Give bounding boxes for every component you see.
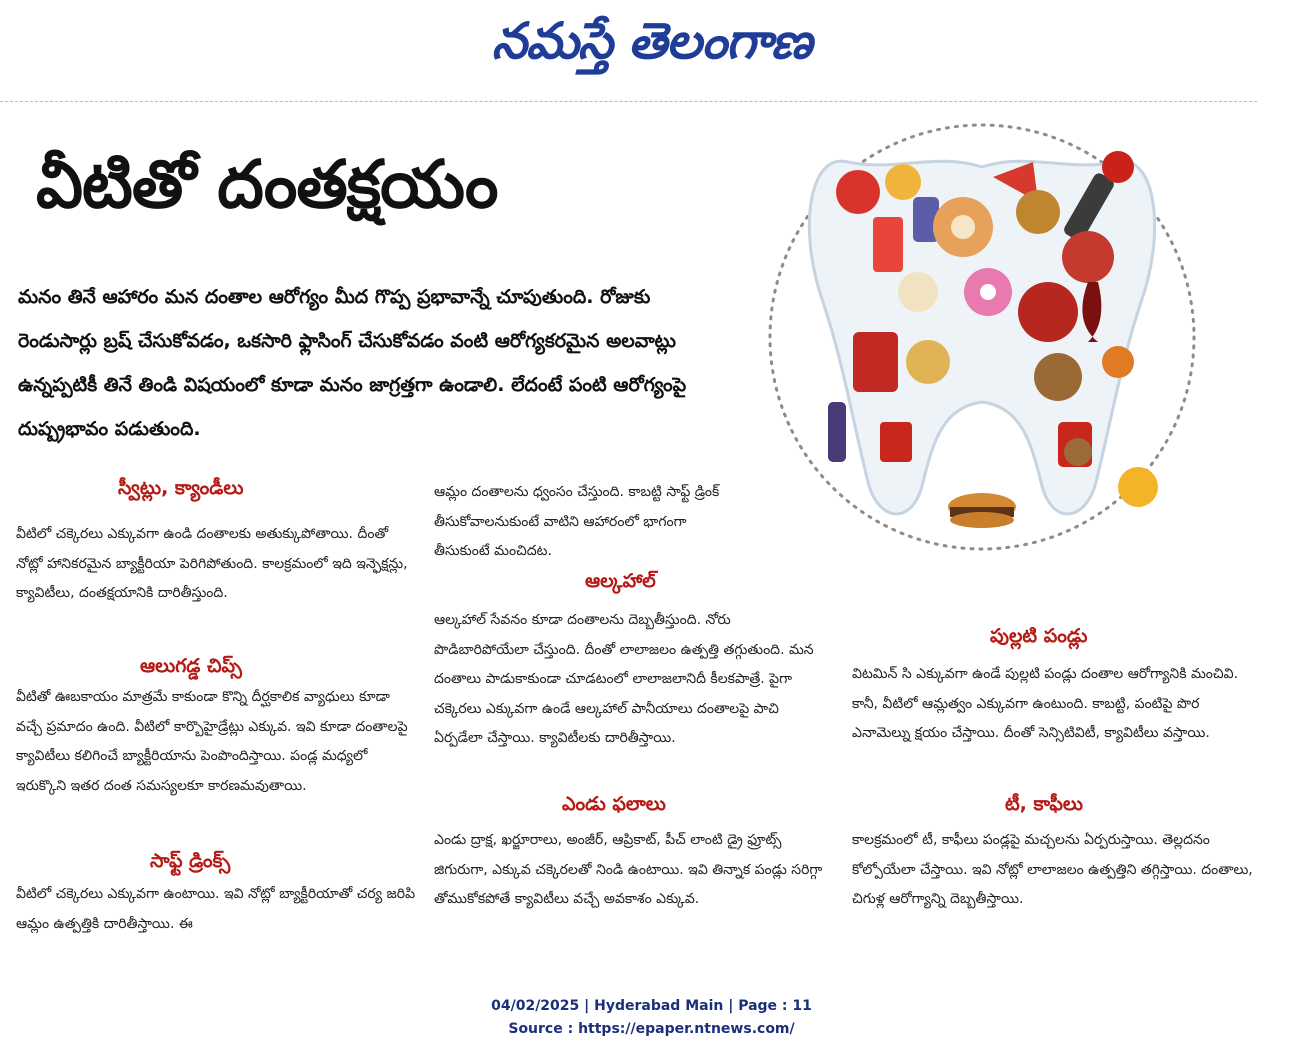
article-headline: వీటితో దంతక్షయం [36, 146, 498, 223]
article-intro: మనం తినే ఆహారం మన దంతాల ఆరోగ్యం మీద గొప్ప ప్రభావాన్నే చూపుతుంది. రోజుకు రెండుసార్లు బ్రష్ చేసుకోవడం, ఒకసారి ఫ్లాసింగ్ చేసుకోవడం వంటి ఆరోగ్యకరమైన అలవాట్లు ఉన్నప్పటికీ తినే తిండి విషయంలో కూడా మనం జాగ్రత్తగా ఉండాలి. లేదంటే పంటి ఆరోగ్యంపై దుష్ప్రభావం పడుతుంది. [18, 286, 687, 440]
footer-source-link[interactable]: Source : https://epaper.ntnews.com/ [508, 1021, 795, 1037]
section-title-tea: టీ, కాఫీలు [1005, 793, 1083, 815]
section-title-citrus: పుల్లటి పండ్లు [990, 625, 1088, 647]
section-title-dryfruits: ఎండు ఫలాలు [562, 793, 666, 815]
section-title-softdrinks: సాఫ్ట్ డ్రింక్స్ [150, 850, 231, 872]
section-body-softdrinks-continued: ఆమ్లం దంతాలను ధ్వంసం చేస్తుంది. కాబట్టి సాఫ్ట్ డ్రింక్ తీసుకోవాలనుకుంటే వాటిని ఆహారంలో భాగంగా తీసుకుంటే మంచిదట. [434, 484, 720, 559]
section-title-chips: ఆలుగడ్డ చిప్స్ [140, 655, 242, 677]
section-body-citrus: విటమిన్ సి ఎక్కువగా ఉండే పుల్లటి పండ్లు దంతాల ఆరోగ్యానికి మంచివి. కానీ, వీటిలో ఆమ్లత్వం ఎక్కువగా ఉంటుంది. కాబట్టి, పంటిపై పొర ఎనామెల్ను క్షయం చేస్తాయి. దీంతో సెన్సిటివిటీ, క్యావిటీలు వస్తాయి. [852, 666, 1239, 741]
section-body-dryfruits: ఎండు ద్రాక్ష, ఖర్జూరాలు, అంజీర్, ఆప్రికాట్, పీచ్ లాంటి డ్రై ఫ్రూట్స్ జిగురుగా, ఎక్కువ చక్కెరలతో నిండి ఉంటాయి. ఇవి తిన్నాక పండ్లు సరిగ్గా తోముకోకపోతే క్యావిటీలు వచ్చే అవకాశం ఎక్కువ. [434, 832, 823, 907]
section-body-softdrinks: వీటిలో చక్కెరలు ఎక్కువగా ఉంటాయి. ఇవి నోట్లో బ్యాక్టీరియాతో చర్య జరిపి ఆమ్లం ఉత్పత్తికి దారితీస్తాయి. ఈ [16, 886, 416, 932]
tooth-with-junk-food-icon [738, 122, 1226, 562]
newspaper-masthead: నమస్తే తెలంగాణ [491, 11, 812, 70]
section-body-tea: కాలక్రమంలో టీ, కాఫీలు పండ్లపై మచ్చలను ఏర్పరుస్తాయి. తెల్లదనం కోల్పోయేలా చేస్తాయి. ఇవి నోట్లో లాలాజలం ఉత్పత్తిని తగ్గిస్తాయి. దంతాలు, చిగుళ్ల ఆరోగ్యాన్ని దెబ్బతీస్తాయి. [852, 832, 1253, 907]
masthead-divider [0, 101, 1257, 102]
section-body-chips: వీటితో ఊబకాయం మాత్రమే కాకుండా కొన్ని దీర్ఘకాలిక వ్యాధులు కూడా వచ్చే ప్రమాదం ఉంది. వీటిలో కార్బొహైడ్రేట్లు ఎక్కువ. ఇవి కూడా దంతాలపై క్యావిటీలు కలిగించే బ్యాక్టీరియాను పెంపొందిస్తాయి. పండ్ల మధ్యలో ఇరుక్కొని ఇతర దంత సమస్యలకూ కారణమవుతాయి. [16, 689, 408, 794]
section-body-alcohol: ఆల్కహాల్ సేవనం కూడా దంతాలను దెబ్బతీస్తుంది. నోరు పొడిబారిపోయేలా చేస్తుంది. దీంతో లాలాజలం ఉత్పత్తి తగ్గుతుంది. మన దంతాలు పాడుకాకుండా చూడటంలో లాలాజలానిదీ కీలకపాత్రే. పైగా చక్కెరలు ఎక్కువగా ఉండే ఆల్కహాల్ పానీయాలు దంతాలపై పాచి ఏర్పడేలా చేస్తాయి. క్యావిటీలకు దారితీస్తాయి. [434, 612, 814, 746]
section-title-alcohol: ఆల్కహాల్ [585, 570, 656, 592]
section-title-sweets: స్వీట్లు, క్యాండీలు [118, 477, 244, 499]
section-body-sweets: వీటిలో చక్కెరలు ఎక్కువగా ఉండి దంతాలకు అతుక్కుపోతాయి. దీంతో నోట్లో హానికరమైన బ్యాక్టీరియా పెరిగిపోతుంది. కాలక్రమంలో ఇది ఇన్ఫెక్షన్లు, క్యావిటీలు, దంతక్షయానికి దారితీస్తుంది. [16, 526, 408, 601]
footer-date-edition: 04/02/2025 | Hyderabad Main | Page : 11 [491, 998, 812, 1014]
